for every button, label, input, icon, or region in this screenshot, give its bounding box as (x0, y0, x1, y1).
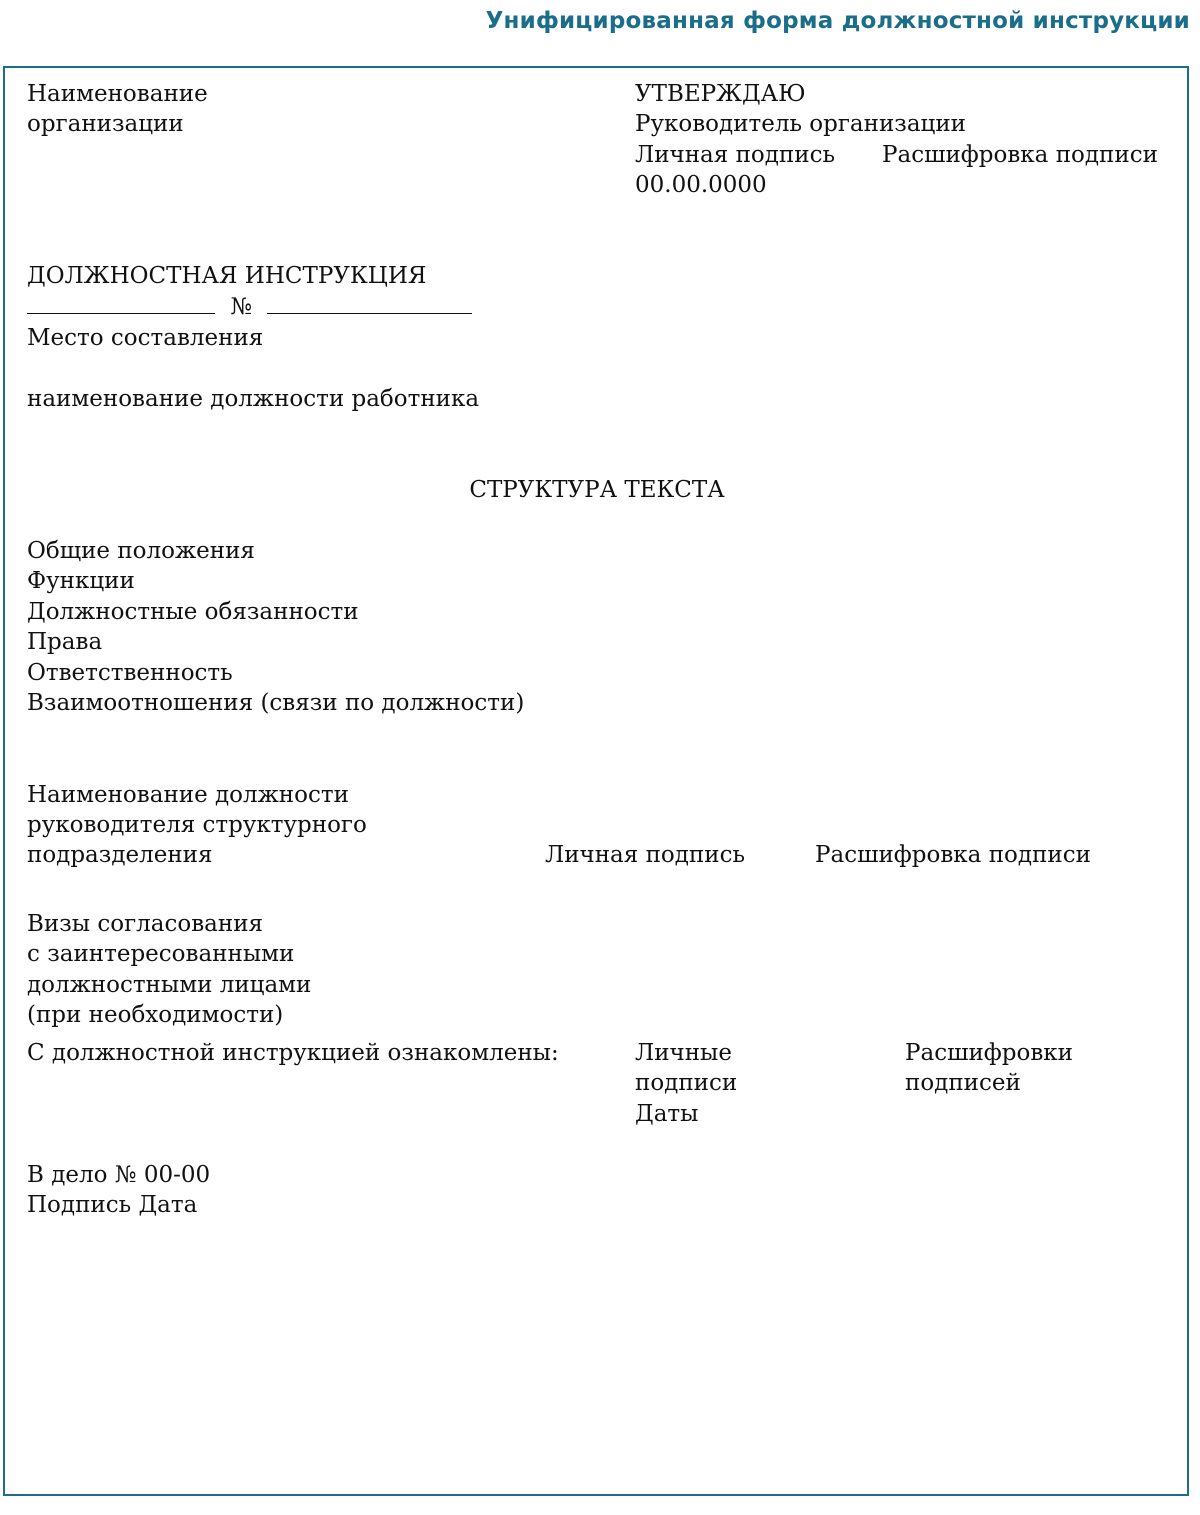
head-position-line3: подразделения (27, 842, 213, 868)
visas-line3: должностными лицами (27, 972, 312, 998)
structure-item: Функции (27, 568, 135, 594)
approval-decoding-label: Расшифровка подписи (882, 142, 1158, 168)
filing-case-number: В дело № 00-00 (27, 1162, 211, 1188)
visas-line2: с заинтересованными (27, 941, 295, 967)
org-name-line1: Наименование (27, 81, 208, 107)
number-blank (267, 291, 472, 314)
approval-role: Руководитель организации (635, 111, 966, 137)
head-position-line1: Наименование должности (27, 782, 349, 808)
structure-item: Ответственность (27, 660, 233, 686)
org-name-line2: организации (27, 111, 184, 137)
visas-line1: Визы согласования (27, 911, 264, 937)
approval-date: 00.00.0000 (635, 172, 767, 198)
head-position-line2: руководителя структурного (27, 812, 367, 838)
approval-title: УТВЕРЖДАЮ (635, 81, 806, 107)
head-decoding-label: Расшифровка подписи (815, 842, 1091, 868)
head-signature-label: Личная подпись (545, 842, 745, 868)
acquainted-signatures-line2: подписи (635, 1070, 738, 1096)
structure-item: Взаимоотношения (связи по должности) (27, 690, 525, 716)
approval-signature-label: Личная подпись (635, 142, 835, 168)
acquainted-label: С должностной инструкцией ознакомлены: (27, 1040, 559, 1066)
doc-title: ДОЛЖНОСТНАЯ ИНСТРУКЦИЯ (27, 263, 427, 289)
date-blank (27, 291, 215, 314)
filing-signature-date: Подпись Дата (27, 1192, 198, 1218)
doc-place: Место составления (27, 325, 264, 351)
structure-item: Должностные обязанности (27, 599, 359, 625)
acquainted-decodings-line1: Расшифровки (905, 1040, 1074, 1066)
structure-item: Общие положения (27, 538, 255, 564)
doc-date-number-line (27, 291, 472, 322)
form-header-title: Унифицированная форма должностной инструкции (485, 8, 1190, 34)
doc-position: наименование должности работника (27, 386, 480, 412)
acquainted-dates: Даты (635, 1101, 699, 1127)
number-sign: № (230, 294, 253, 320)
structure-title: СТРУКТУРА ТЕКСТА (469, 477, 725, 503)
visas-line4: (при необходимости) (27, 1002, 284, 1028)
acquainted-signatures-line1: Личные (635, 1040, 732, 1066)
acquainted-decodings-line2: подписей (905, 1070, 1021, 1096)
structure-item: Права (27, 629, 103, 655)
